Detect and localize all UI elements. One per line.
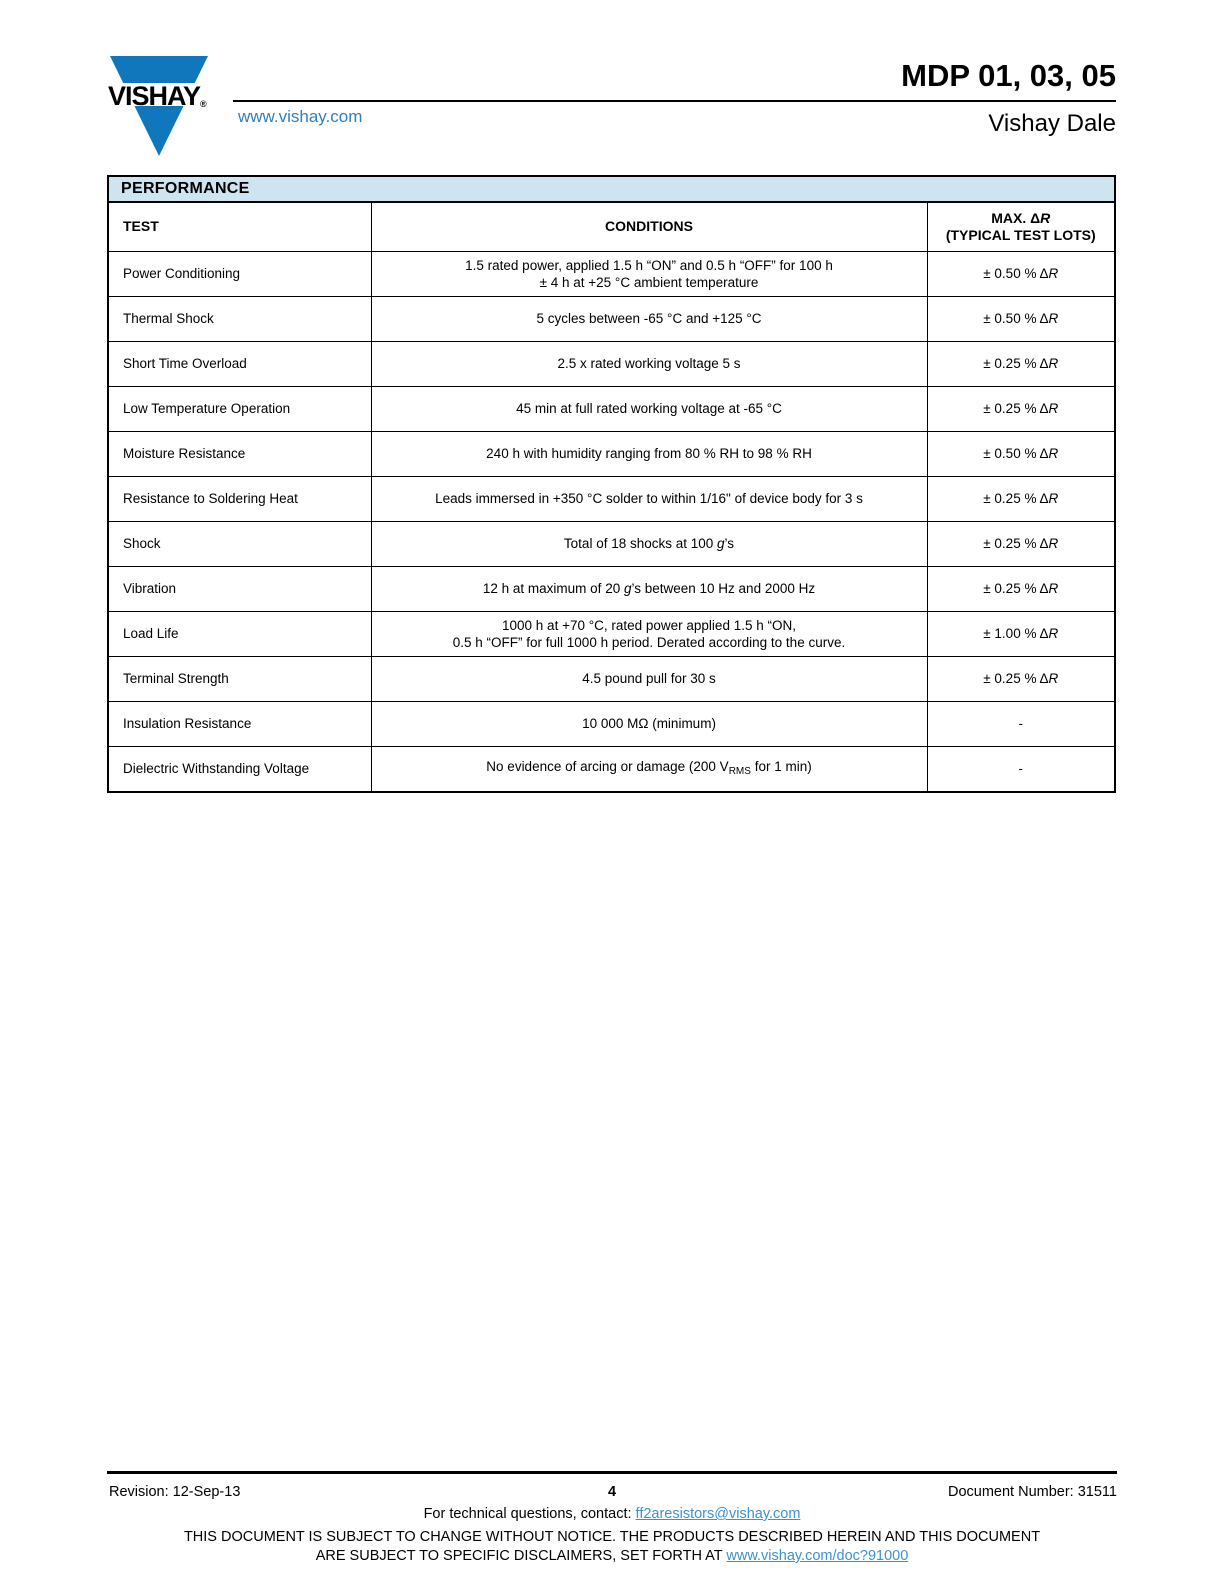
- table-row: [109, 521, 1114, 566]
- max-dr-cell: -: [927, 746, 1114, 791]
- conditions-cell: Leads immersed in +350 °C solder to within 1/16" of device body for 3 s: [371, 476, 927, 521]
- conditions-cell: 10 000 MΩ (minimum): [371, 701, 927, 746]
- document-number: Document Number: 31511: [948, 1484, 1117, 1500]
- disclaimer-line2: ARE SUBJECT TO SPECIFIC DISCLAIMERS, SET FORTH AT: [315, 1548, 727, 1564]
- table-row: [109, 611, 1114, 656]
- test-cell: Low Temperature Operation: [109, 386, 371, 431]
- footer-divider: [107, 1471, 1117, 1474]
- test-cell: Load Life: [109, 611, 371, 656]
- disclaimer-doc-link[interactable]: www.vishay.com/doc?91000: [726, 1548, 909, 1564]
- max-dr-cell: ± 0.50 % ΔR: [927, 296, 1114, 341]
- registered-trademark-icon: ®: [200, 99, 207, 109]
- conditions-cell: Total of 18 shocks at 100 g’s: [371, 521, 927, 566]
- table-row: [109, 746, 1114, 791]
- table-row: [109, 476, 1114, 521]
- max-dr-cell: ± 0.25 % ΔR: [927, 341, 1114, 386]
- test-cell: Moisture Resistance: [109, 431, 371, 476]
- max-dr-cell: ± 0.50 % ΔR: [927, 251, 1114, 296]
- conditions-cell: No evidence of arcing or damage (200 $V_{RMS}$ for 1 min): [371, 746, 927, 791]
- table-row: [109, 341, 1114, 386]
- disclaimer: [62, 1528, 1162, 1566]
- contact-email-link[interactable]: ff2aresistors@vishay.com: [635, 1506, 801, 1522]
- column-header-conditions: CONDITIONS: [371, 203, 927, 251]
- performance-table: [107, 175, 1116, 793]
- section-title: PERFORMANCE: [121, 180, 250, 197]
- contact-line: [107, 1506, 1117, 1522]
- test-cell: Thermal Shock: [109, 296, 371, 341]
- column-header-test: TEST: [109, 203, 371, 251]
- max-dr-cell: ± 0.25 % ΔR: [927, 566, 1114, 611]
- revision-date: Revision: 12-Sep-13: [109, 1484, 241, 1500]
- conditions-cell: 12 h at maximum of 20 g’s between 10 Hz and 2000 Hz: [371, 566, 927, 611]
- max-dr-cell: ± 0.50 % ΔR: [927, 431, 1114, 476]
- division-name: Vishay Dale: [988, 110, 1116, 137]
- conditions-cell: 240 h with humidity ranging from 80 % RH to 98 % RH: [371, 431, 927, 476]
- table-row: [109, 656, 1114, 701]
- part-number-title: MDP 01, 03, 05: [901, 58, 1116, 93]
- contact-text: For technical questions, contact:: [423, 1506, 636, 1522]
- spec-table: [109, 203, 1114, 791]
- page-number: 4: [607, 1484, 617, 1500]
- max-dr-cell: ± 0.25 % ΔR: [927, 476, 1114, 521]
- logo-wordmark: [108, 81, 207, 112]
- table-row: [109, 701, 1114, 746]
- test-cell: Short Time Overload: [109, 341, 371, 386]
- conditions-cell: 1000 h at +70 °C, rated power applied 1.5 h “ON, 0.5 h “OFF” for full 1000 h period. Derated according to the curve.: [371, 611, 927, 656]
- conditions-cell: 1.5 rated power, applied 1.5 h “ON” and 0.5 h “OFF” for 100 h ± 4 h at +25 °C ambient temperature: [371, 251, 927, 296]
- test-cell: Power Conditioning: [109, 251, 371, 296]
- max-dr-cell: ± 0.25 % ΔR: [927, 521, 1114, 566]
- table-row: [109, 566, 1114, 611]
- footer-meta-row: [107, 1484, 1117, 1502]
- table-row: [109, 386, 1114, 431]
- conditions-cell: 2.5 x rated working voltage 5 s: [371, 341, 927, 386]
- conditions-cell: 4.5 pound pull for 30 s: [371, 656, 927, 701]
- test-cell: Insulation Resistance: [109, 701, 371, 746]
- conditions-cell: 45 min at full rated working voltage at -65 °C: [371, 386, 927, 431]
- test-cell: Terminal Strength: [109, 656, 371, 701]
- vishay-logo: [108, 56, 228, 158]
- table-row: [109, 296, 1114, 341]
- table-row: [109, 251, 1114, 296]
- logo-brand-text: VISHAY: [108, 81, 201, 111]
- max-dr-cell: -: [927, 701, 1114, 746]
- max-dr-cell: ± 0.25 % ΔR: [927, 656, 1114, 701]
- conditions-cell: 5 cycles between -65 °C and +125 °C: [371, 296, 927, 341]
- column-header-max-dr: MAX. ΔR (TYPICAL TEST LOTS): [927, 203, 1114, 251]
- test-cell: Vibration: [109, 566, 371, 611]
- test-cell: Shock: [109, 521, 371, 566]
- table-row: [109, 431, 1114, 476]
- test-cell: Dielectric Withstanding Voltage: [109, 746, 371, 791]
- section-title-band: [109, 177, 1114, 203]
- website-link[interactable]: www.vishay.com: [238, 107, 363, 126]
- disclaimer-line1: THIS DOCUMENT IS SUBJECT TO CHANGE WITHOUT NOTICE. THE PRODUCTS DESCRIBED HEREIN AND THIS DOCUMENT: [183, 1529, 1041, 1545]
- max-dr-cell: ± 1.00 % ΔR: [927, 611, 1114, 656]
- table-header-row: [109, 203, 1114, 251]
- header-divider: [233, 100, 1116, 102]
- max-dr-cell: ± 0.25 % ΔR: [927, 386, 1114, 431]
- test-cell: Resistance to Soldering Heat: [109, 476, 371, 521]
